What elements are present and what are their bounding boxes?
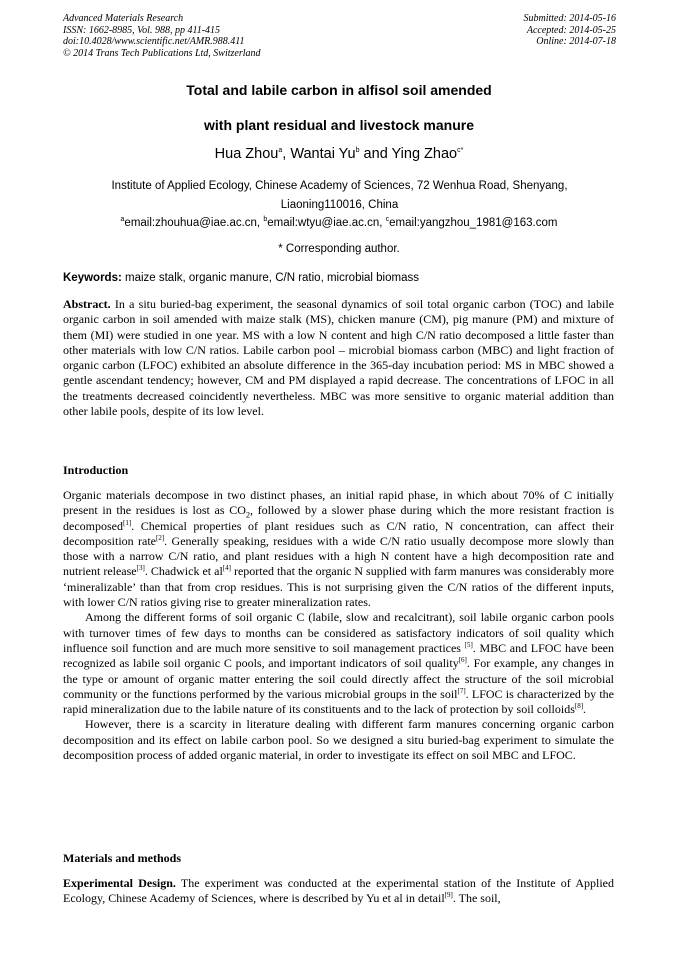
abstract xyxy=(63,297,614,419)
citation: [4] xyxy=(222,564,231,573)
keywords: Keywords: maize stalk, organic manure, C/N ratio, microbial biomass xyxy=(63,272,419,284)
citation: [2] xyxy=(156,533,165,542)
citation: [9] xyxy=(444,891,453,900)
online-date: Online: 2014-07-18 xyxy=(536,36,616,47)
subsection-label: Experimental Design. xyxy=(63,876,176,890)
citation: [7] xyxy=(457,686,466,695)
accepted-date: Accepted: 2014-05-25 xyxy=(526,24,616,36)
paper-title-line-2: with plant residual and livestock manure xyxy=(204,117,474,133)
citation: [8] xyxy=(574,702,584,711)
corresponding-author-note: * Corresponding author. xyxy=(278,243,400,255)
author-name: Hua Zhou xyxy=(214,146,279,162)
submitted-date: Submitted: 2014-05-16 xyxy=(523,13,616,24)
issn-line: ISSN: 1662-8985, Vol. 988, pp 411-415 xyxy=(63,24,221,36)
citation: [1] xyxy=(122,518,132,527)
author-emails: $^a$email:zhouhua@iae.ac.cn, $^b$email:wtyu@iae.ac.cn, $^c$email:yangzhou_1981@163.com xyxy=(120,216,558,229)
author-name: Wantai Yu xyxy=(290,146,356,162)
paragraph: Organic materials decompose in two distinct phases, an initial rapid phase, in which about 70% of C initially present in the residues is lost as $CO_2$, followed by a slower phase during which the more resistant fraction is decomposed[1]. Chemical properties of plant residues such as C/N ratio, N concentration, can affect their decomposition rate[2]. Generally speaking, residues with a wide C/N ratio usually decompose more slowly than those with a narrow C/N ratio, and plant residues with a high N content have a high decomposition rate and nutrient release[3]. Chadwick et al[4] reported that the organic N supplied with farm manures was considerably more ‘mineralizable’ than that from crop residues. This is not surprising given the C/N ratios of the different inputs, with lower C/N ratios giving rise to greater mineralization rates. xyxy=(63,488,615,610)
author-list: Hua Zhou$^a$, Wantai Yu$^b$ and Ying Zhao$^{c*}$ xyxy=(214,146,464,162)
citation: [3] xyxy=(136,564,145,573)
paragraph: Experimental Design. The experiment was conducted at the experimental station of the Institute of Applied Ecology, Chinese Academy of Sciences, where is described by Yu et al in detail[9]. The soil, xyxy=(63,876,614,906)
journal-name: Advanced Materials Research xyxy=(63,13,184,24)
author-name: Ying Zhao xyxy=(391,146,458,162)
doi-line: doi:10.4028/www.scientific.net/AMR.988.411 xyxy=(63,36,245,47)
introduction-heading: Introduction xyxy=(63,463,129,477)
paper-title-line-1: Total and labile carbon in alfisol soil amended xyxy=(186,82,492,98)
affiliation: Institute of Applied Ecology, Chinese Academy of Sciences, 72 Wenhua Road, Shenyang, Liaoning110016, China xyxy=(111,180,568,211)
paragraph: Among the different forms of soil organic C (labile, slow and recalcitrant), soil labile organic carbon pools with turnover times of few days to months can be considered as satisfactory indicators of soil quality which influence soil function and are much more sensitive to soil management practices [5]. MBC and LFOC have been recognized as labile soil organic C pools, and important indicators of soil quality[6]. For example, any changes in the type or amount of organic matter entering the soil could directly affect the structure of the soil microbial community or the functions performed by the various microbial groups in the soil[7]. LFOC is characterized by the rapid mineralization due to the labile nature of its constituents and to the lack of protection by soil colloids[8]. xyxy=(63,610,615,717)
methods-body xyxy=(63,876,614,907)
abstract-text: In a situ buried-bag experiment, the seasonal dynamics of soil total organic carbon (TOC) and labile organic carbon in soil amended with maize stalk (MS), chicken manure (CM), pig manure (PM) and mixture of them (MI) were studied in one year. MS with a low N content and high C/N ratio decomposed a little faster than other materials with low C/N ratios. Labile carbon pool – microbial biomass carbon (MBC) and light fraction of organic carbon (LFOC) exhibited an absolute difference in the 365-day incubation period: MS in MBC showed a gentle ascendant tendency; however, CM and PM displayed a rapid decrease. The concentrations of LFOC in all the treatments decreased coincidently nevertheless. MBC was more sensitive to organic material addition than other labile pools, despite of its low level. xyxy=(63,297,614,419)
introduction-body xyxy=(63,488,614,763)
abstract-label: Abstract. xyxy=(63,297,111,311)
methods-heading: Materials and methods xyxy=(63,851,181,865)
paragraph: However, there is a scarcity in literature dealing with different farm manures concerning organic carbon decomposition and its effect on labile carbon pool. So we designed a situ buried-bag experiment to simulate the decomposition process of added organic material, in order to investigate its effect on soil MBC and LFOC. xyxy=(63,717,614,763)
submission-dates xyxy=(524,13,617,48)
copyright-line: © 2014 Trans Tech Publications Ltd, Switzerland xyxy=(63,47,261,59)
journal-info xyxy=(63,13,261,59)
citation: [6] xyxy=(458,656,467,665)
keywords-label: Keywords: xyxy=(63,272,122,284)
citation: [5] xyxy=(464,640,473,649)
